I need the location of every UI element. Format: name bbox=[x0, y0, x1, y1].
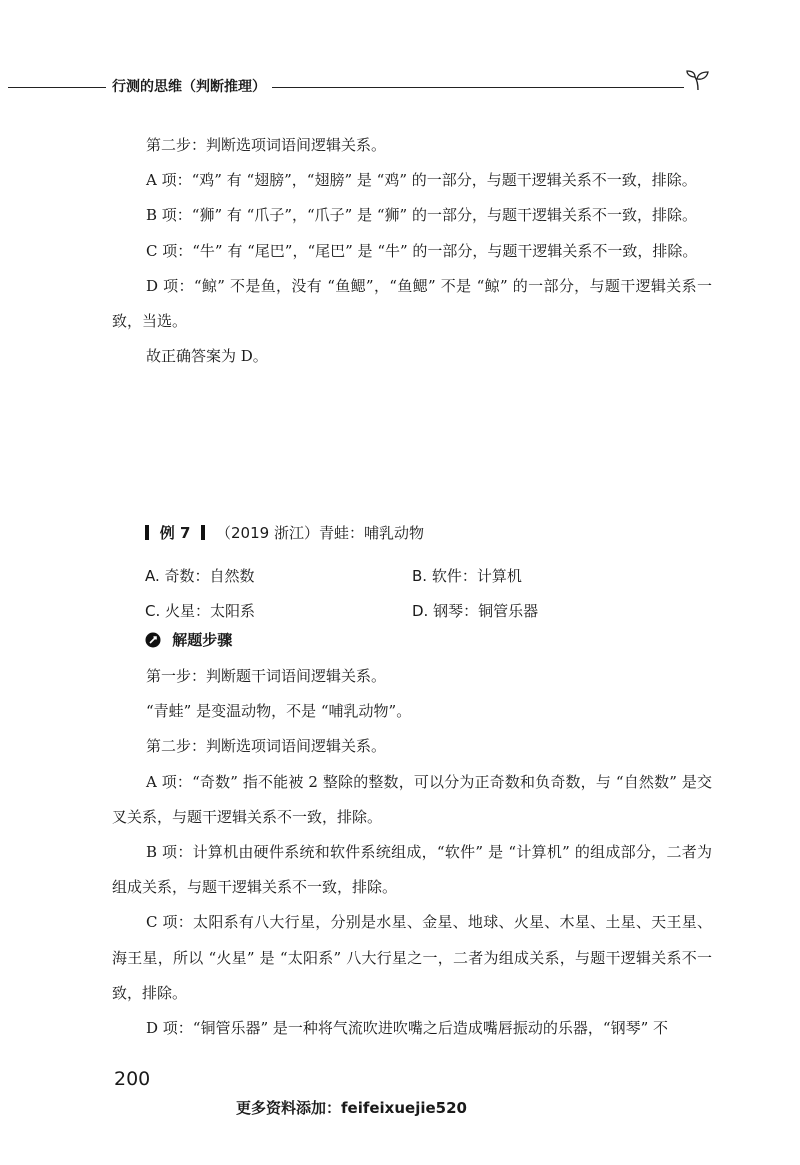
example-label: 例 7 bbox=[159, 524, 191, 542]
paragraph: 第二步：判断选项词语间逻辑关系。 bbox=[146, 136, 387, 154]
paragraph: B 项：计算机由硬件系统和软件系统组成，“软件” 是 “计算机” 的组成部分，二者为组成关系，与题干逻辑关系不一致，排除。 bbox=[112, 843, 712, 897]
paragraph: C 项：太阳系有八大行星，分别是水星、金星、地球、火星、木星、土星、天王星、海王星，所以 “火星” 是 “太阳系” 八大行星之一，二者为组成关系，与题干逻辑关系不一致，排除。 bbox=[112, 913, 712, 1002]
paragraph: D 项：“鲸” 不是鱼，没有 “鱼鳃”，“鱼鳃” 不是 “鲸” 的一部分，与题干逻辑关系一致，当选。 bbox=[112, 276, 712, 331]
example-heading bbox=[145, 522, 424, 543]
paragraph: A 项：“奇数” 指不能被 2 整除的整数，可以分为正奇数和负奇数，与 “自然数” 是交叉关系，与题干逻辑关系不一致，排除。 bbox=[112, 772, 712, 826]
paragraph: D 项：“铜管乐器” 是一种将气流吹进吹嘴之后造成嘴唇振动的乐器，“钢琴” 不 bbox=[146, 1019, 669, 1038]
header-rule-left bbox=[8, 87, 106, 88]
paragraph: C 项：“牛” 有 “尾巴”，“尾巴” 是 “牛” 的一部分，与题干逻辑关系不一致，排除。 bbox=[146, 241, 698, 260]
footer-note: 更多资料添加：feifeixuejie520 bbox=[236, 1099, 467, 1117]
running-header bbox=[0, 76, 800, 100]
paragraph: “青蛙” 是变温动物，不是 “哺乳动物”。 bbox=[146, 702, 412, 721]
option-d: D. 钢琴：铜管乐器 bbox=[412, 602, 539, 620]
paragraph: 第二步：判断选项词语间逻辑关系。 bbox=[146, 737, 387, 756]
bracket-bar-left bbox=[145, 525, 149, 540]
example-question: （2019 浙江）青蛙：哺乳动物 bbox=[216, 524, 424, 542]
paragraph: 第一步：判断题干词语间逻辑关系。 bbox=[146, 667, 387, 685]
header-rule-right bbox=[272, 87, 684, 88]
solution-steps-heading bbox=[145, 629, 232, 650]
option-b: B. 软件：计算机 bbox=[412, 567, 522, 585]
bracket-bar-right bbox=[201, 525, 205, 540]
sprout-icon bbox=[684, 66, 714, 96]
section-solution-steps bbox=[112, 659, 712, 1046]
option-c: C. 火星：太阳系 bbox=[145, 602, 256, 620]
example-options bbox=[145, 559, 705, 629]
header-title: 行测的思维（判断推理） bbox=[112, 79, 266, 95]
paragraph: 故正确答案为 D。 bbox=[146, 347, 268, 366]
paragraph: A 项：“鸡” 有 “翅膀”，“翅膀” 是 “鸡” 的一部分，与题干逻辑关系不一致，排除。 bbox=[146, 171, 697, 190]
solution-badge-icon bbox=[145, 632, 161, 648]
page-number: 200 bbox=[114, 1068, 151, 1090]
section-step2-example6 bbox=[112, 128, 712, 374]
paragraph: B 项：“狮” 有 “爪子”，“爪子” 是 “狮” 的一部分，与题干逻辑关系不一致，排除。 bbox=[146, 206, 697, 225]
solution-steps-title: 解题步骤 bbox=[172, 631, 233, 649]
option-a: A. 奇数：自然数 bbox=[145, 567, 255, 585]
